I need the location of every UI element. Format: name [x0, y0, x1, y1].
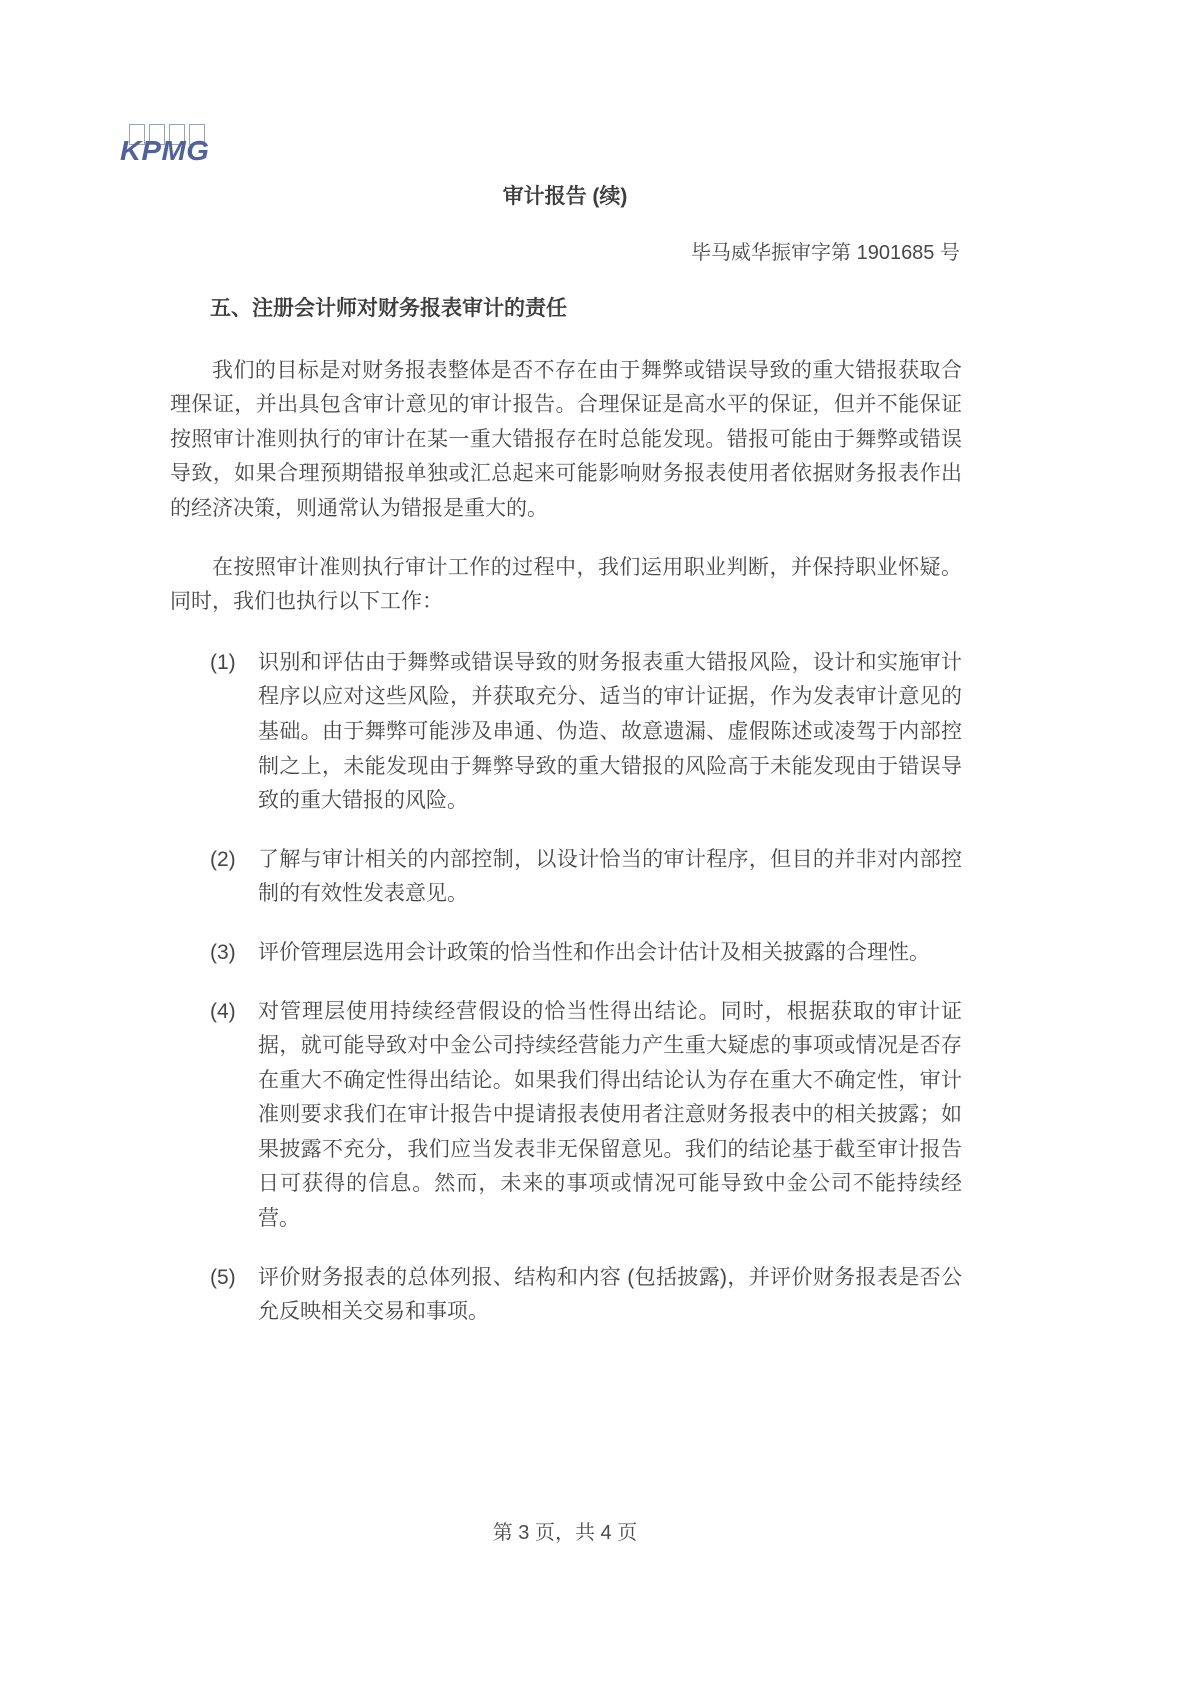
report-body: [170, 292, 962, 1354]
list-item-number: (3): [210, 940, 236, 964]
list-item: [170, 843, 962, 912]
list-item-text: 评价管理层选用会计政策的恰当性和作出会计估计及相关披露的合理性。: [258, 940, 930, 964]
section-heading: 五、注册会计师对财务报表审计的责任: [210, 297, 567, 320]
paragraph: 在按照审计准则执行审计工作的过程中，我们运用职业判断，并保持职业怀疑。同时，我们也执行以下工作：: [170, 555, 962, 614]
list-item: [170, 1261, 962, 1330]
kpmg-logo-text: KPMG: [120, 135, 210, 166]
list-item-text: 了解与审计相关的内部控制，以设计恰当的审计程序，但目的并非对内部控制的有效性发表意见。: [258, 847, 962, 906]
responsibility-list: [170, 646, 962, 1330]
page-number-footer: 第 3 页，共 4 页: [492, 1522, 638, 1544]
list-item: [170, 936, 962, 971]
list-item-number: (1): [210, 650, 236, 674]
kpmg-logo: [120, 124, 216, 168]
list-item-number: (5): [210, 1265, 236, 1289]
document-number: 毕马威华振审字第 1901685 号: [691, 242, 960, 264]
report-title: 审计报告 (续): [502, 185, 628, 208]
list-item: [170, 646, 962, 819]
list-item-text: 评价财务报表的总体列报、结构和内容 (包括披露)，并评价财务报表是否公允反映相关交易和事项。: [258, 1265, 962, 1324]
list-item-number: (4): [210, 999, 236, 1023]
paragraph: 我们的目标是对财务报表整体是否不存在由于舞弊或错误导致的重大错报获取合理保证，并出具包含审计意见的审计报告。合理保证是高水平的保证，但并不能保证按照审计准则执行的审计在某一重大错报存在时总能发现。错报可能由于舞弊或错误导致，如果合理预期错报单独或汇总起来可能影响财务报表使用者依据财务报表作出的经济决策，则通常认为错报是重大的。: [170, 358, 962, 520]
list-item-text: 识别和评估由于舞弊或错误导致的财务报表重大错报风险，设计和实施审计程序以应对这些风险，并获取充分、适当的审计证据，作为发表审计意见的基础。由于舞弊可能涉及串通、伪造、故意遗漏、虚假陈述或凌驾于内部控制之上，未能发现由于舞弊导致的重大错报的风险高于未能发现由于错误导致的重大错报的风险。: [258, 650, 962, 813]
list-item-number: (2): [210, 847, 236, 871]
list-item: [170, 995, 962, 1237]
list-item-text: 对管理层使用持续经营假设的恰当性得出结论。同时，根据获取的审计证据，就可能导致对中金公司持续经营能力产生重大疑虑的事项或情况是否存在重大不确定性得出结论。如果我们得出结论认为存在重大不确定性，审计准则要求我们在审计报告中提请报表使用者注意财务报表中的相关披露；如果披露不充分，我们应当发表非无保留意见。我们的结论基于截至审计报告日可获得的信息。然而，未来的事项或情况可能导致中金公司不能持续经营。: [258, 999, 962, 1231]
